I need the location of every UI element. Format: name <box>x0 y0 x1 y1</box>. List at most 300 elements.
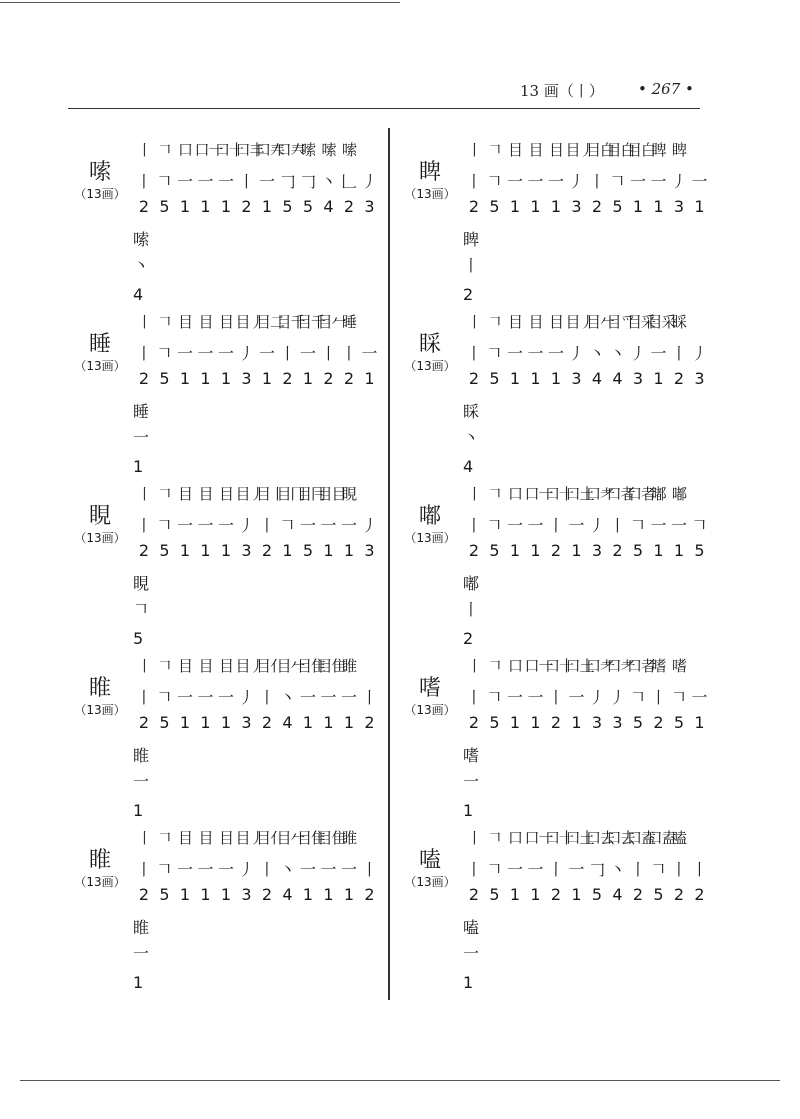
stroke-cell: 𠃌 <box>588 860 605 879</box>
stroke-progress-cell: 口一 <box>524 829 553 847</box>
continued-code: 5 <box>133 629 144 648</box>
stroke-cell: 一 <box>527 172 544 191</box>
stroke-progress-cell: 口丰 <box>235 141 264 159</box>
stroke-progress-cell: 睡 <box>341 313 356 331</box>
stroke-progress-cell: 嘟 <box>651 485 666 503</box>
stroke-cell: 一 <box>320 688 337 707</box>
stroke-cell: 一 <box>299 688 316 707</box>
stroke-code-cell: 1 <box>530 541 541 560</box>
continued-code: 2 <box>463 285 474 304</box>
stroke-cell: 丿 <box>588 516 605 535</box>
stroke-count-label: （13画） <box>404 359 456 373</box>
stroke-progress-cell: 嘟 <box>671 485 686 503</box>
stroke-cell: 𠃍 <box>156 344 173 363</box>
head-character: 嗑 <box>418 848 441 873</box>
stroke-cell: 丨 <box>465 860 482 879</box>
stroke-progress-cell: 丨 <box>136 141 151 159</box>
continued-character: 嗜 <box>463 746 480 765</box>
stroke-cell: 一 <box>506 344 523 363</box>
stroke-cell: 一 <box>361 344 378 363</box>
stroke-progress-cell: 目 <box>198 657 213 675</box>
stroke-progress-cell: 目二 <box>256 313 285 331</box>
stroke-progress-cell: 嗦 <box>341 141 356 159</box>
stroke-code-cell: 1 <box>632 197 644 216</box>
stroke-cell: 一 <box>176 860 193 879</box>
character-entry <box>74 479 378 649</box>
stroke-cell: 一 <box>258 344 275 363</box>
stroke-code-cell: 3 <box>612 713 623 732</box>
head-character: 睡 <box>88 332 111 357</box>
stroke-progress-cell: 丨 <box>136 485 151 503</box>
stroke-code-cell: 5 <box>673 713 685 732</box>
stroke-sequence-row <box>463 685 723 707</box>
stroke-cell: 一 <box>217 516 234 535</box>
stroke-progress-cell: 口耂 <box>586 657 615 675</box>
stroke-sequence-row <box>133 513 393 535</box>
stroke-cell: 一 <box>217 860 234 879</box>
stroke-cell: 丨 <box>588 172 605 191</box>
stroke-progress-cell: 口 <box>177 141 192 159</box>
stroke-sequence-row <box>133 169 393 191</box>
stroke-cell: 一 <box>217 688 234 707</box>
stroke-cell: 𠃍 <box>156 688 173 707</box>
continued-code: 1 <box>133 457 144 476</box>
stroke-code-cell: 5 <box>302 197 314 216</box>
stroke-progress-cell: 口耂 <box>606 657 635 675</box>
stroke-code-cell: 1 <box>323 885 334 904</box>
stroke-progress-cell: 目白 <box>606 141 635 159</box>
stroke-code-row <box>133 541 393 563</box>
stroke-code-cell: 2 <box>694 885 705 904</box>
stroke-code-cell: 1 <box>550 197 562 216</box>
stroke-progress-cell: 目亻 <box>256 657 285 675</box>
stroke-code-cell: 1 <box>200 197 211 216</box>
continued-stroke: 𠃍 <box>133 600 150 619</box>
stroke-code-cell: 1 <box>179 885 191 904</box>
stroke-cell: 丿 <box>238 860 255 879</box>
stroke-cell: 一 <box>197 172 214 191</box>
stroke-cell: 丶 <box>320 172 337 191</box>
stroke-code-cell: 2 <box>673 369 685 388</box>
stroke-code-cell: 2 <box>550 885 562 904</box>
stroke-code-row <box>463 885 723 907</box>
stroke-code-row <box>133 885 393 907</box>
stroke-progress-cell: 目 <box>548 141 563 159</box>
stroke-cell: 一 <box>197 860 214 879</box>
stroke-code-cell: 5 <box>653 885 664 904</box>
stroke-code-row <box>463 713 723 735</box>
stroke-progress-cell: 口 <box>507 485 522 503</box>
stroke-cell: 丨 <box>547 860 564 879</box>
stroke-progress-cell: 目 <box>218 313 233 331</box>
stroke-progress-cell: 口𡗗 <box>256 141 285 159</box>
stroke-code-cell: 1 <box>530 197 541 216</box>
continued-character: 嗑 <box>463 918 480 937</box>
continued-character: 睡 <box>133 402 150 421</box>
stroke-progress-cell: 目 <box>218 485 233 503</box>
stroke-code-cell: 4 <box>282 885 293 904</box>
stroke-cell: 一 <box>176 688 193 707</box>
stroke-code-cell: 1 <box>653 197 664 216</box>
stroke-code-cell: 1 <box>200 885 211 904</box>
stroke-cell: 一 <box>299 860 316 879</box>
stroke-progress-cell: 目 <box>198 829 213 847</box>
stroke-sequence-row <box>463 341 723 363</box>
stroke-progress-cell: 目丿 <box>235 657 264 675</box>
stroke-count-label: （13画） <box>404 875 456 889</box>
stroke-code-cell: 2 <box>550 713 562 732</box>
character-entry <box>74 651 378 821</box>
stroke-cell: 丨 <box>691 860 708 879</box>
stroke-cell: 一 <box>340 688 357 707</box>
stroke-code-cell: 3 <box>241 369 252 388</box>
stroke-cell: 一 <box>527 860 544 879</box>
stroke-progress-cell: 目丿 <box>235 829 264 847</box>
stroke-count-label: （13画） <box>74 875 126 889</box>
continued-code: 1 <box>463 973 474 992</box>
stroke-progression-row <box>133 311 393 333</box>
stroke-progress-cell: 口𡗗 <box>276 141 305 159</box>
stroke-cell: 𠃍 <box>156 516 173 535</box>
stroke-progression-row <box>133 655 393 677</box>
stroke-progress-cell: 目隹 <box>297 829 326 847</box>
stroke-progress-cell: 目丿 <box>565 313 594 331</box>
stroke-progress-cell: 目冃 <box>297 485 326 503</box>
stroke-cell: 𠃍 <box>486 516 503 535</box>
stroke-code-cell: 5 <box>159 197 170 216</box>
stroke-cell: 一 <box>217 344 234 363</box>
character-entry <box>74 135 378 305</box>
stroke-code-cell: 1 <box>509 885 521 904</box>
stroke-code-cell: 2 <box>468 541 480 560</box>
stroke-progress-cell: 目隹 <box>317 657 346 675</box>
stroke-code-cell: 1 <box>179 197 191 216</box>
stroke-code-cell: 1 <box>302 885 314 904</box>
stroke-progress-cell: 目 <box>177 657 192 675</box>
stroke-progress-cell: 口盍 <box>627 829 656 847</box>
stroke-code-cell: 5 <box>591 885 603 904</box>
stroke-cell: 一 <box>568 516 585 535</box>
stroke-code-cell: 3 <box>632 369 644 388</box>
stroke-code-cell: 2 <box>612 541 623 560</box>
stroke-code-cell: 1 <box>530 885 541 904</box>
stroke-code-cell: 3 <box>241 713 252 732</box>
stroke-progress-cell: 口去 <box>586 829 615 847</box>
continued-code: 1 <box>133 801 144 820</box>
continued-character: 睢 <box>133 746 150 765</box>
stroke-cell: 丨 <box>258 516 275 535</box>
stroke-code-cell: 1 <box>302 713 314 732</box>
head-character: 睢 <box>88 676 111 701</box>
stroke-cell: 丨 <box>465 516 482 535</box>
stroke-cell: 丨 <box>670 344 687 363</box>
stroke-progression-row <box>463 311 723 333</box>
stroke-progress-cell: 嗜 <box>651 657 666 675</box>
stroke-cell: 丨 <box>135 860 152 879</box>
stroke-cell: 丨 <box>361 860 378 879</box>
stroke-sequence-row <box>463 857 723 879</box>
stroke-cell: 丿 <box>238 688 255 707</box>
stroke-progression-row <box>133 139 393 161</box>
stroke-cell: 一 <box>670 516 687 535</box>
stroke-cell: 一 <box>340 860 357 879</box>
stroke-progress-cell: 口耂 <box>586 485 615 503</box>
stroke-code-cell: 1 <box>653 369 664 388</box>
stroke-code-cell: 2 <box>261 541 273 560</box>
stroke-code-cell: 3 <box>673 197 685 216</box>
stroke-progress-cell: 睢 <box>341 657 356 675</box>
stroke-code-cell: 1 <box>364 369 375 388</box>
stroke-progress-cell: 目千 <box>297 313 326 331</box>
stroke-code-cell: 1 <box>550 369 562 388</box>
stroke-cell: 𠃍 <box>650 860 667 879</box>
head-character: 嘟 <box>418 504 441 529</box>
stroke-code-cell: 1 <box>323 713 334 732</box>
stroke-cell: 一 <box>527 516 544 535</box>
stroke-cell: 丿 <box>588 688 605 707</box>
stroke-code-cell: 1 <box>261 369 273 388</box>
stroke-code-cell: 5 <box>632 541 644 560</box>
stroke-progress-cell: 口盍 <box>647 829 676 847</box>
stroke-progress-cell: 口 <box>507 829 522 847</box>
stroke-cell: 丶 <box>609 344 626 363</box>
stroke-progress-cell: 睥 <box>671 141 686 159</box>
continued-stroke: 一 <box>133 772 150 791</box>
stroke-progress-cell: 丨 <box>466 829 481 847</box>
stroke-cell: 丿 <box>238 516 255 535</box>
stroke-progression-row <box>133 827 393 849</box>
stroke-code-cell: 1 <box>509 541 521 560</box>
head-character: 睍 <box>88 504 111 529</box>
stroke-code-cell: 2 <box>550 541 562 560</box>
stroke-code-cell: 3 <box>571 369 582 388</box>
stroke-progress-cell: 目 <box>548 313 563 331</box>
character-entry <box>74 823 378 993</box>
stroke-cell: 𠃍 <box>486 688 503 707</box>
stroke-progress-cell: 𠃍 <box>157 313 172 331</box>
stroke-code-cell: 4 <box>612 369 623 388</box>
section-title: 13 画（丨） <box>520 82 604 100</box>
stroke-count-label: （13画） <box>74 531 126 545</box>
stroke-count-label: （13画） <box>404 531 456 545</box>
stroke-progress-cell: 口十 <box>545 485 574 503</box>
stroke-cell: 一 <box>217 172 234 191</box>
stroke-cell: 丨 <box>320 344 337 363</box>
stroke-code-cell: 1 <box>179 369 191 388</box>
stroke-sequence-row <box>463 513 723 535</box>
stroke-count-label: （13画） <box>404 703 456 717</box>
stroke-progress-cell: 口者 <box>627 485 656 503</box>
stroke-code-cell: 1 <box>343 885 355 904</box>
stroke-cell: 丨 <box>670 860 687 879</box>
stroke-progression-row <box>463 827 723 849</box>
stroke-cell: 丨 <box>547 516 564 535</box>
stroke-cell: 丿 <box>361 516 378 535</box>
stroke-progress-cell: 目 <box>218 829 233 847</box>
stroke-progress-cell: 目千 <box>276 313 305 331</box>
stroke-sequence-row <box>133 857 393 879</box>
stroke-code-cell: 2 <box>364 713 375 732</box>
stroke-cell: 一 <box>506 516 523 535</box>
stroke-cell: 丨 <box>465 344 482 363</box>
continued-character: 嘟 <box>463 574 480 593</box>
stroke-code-cell: 1 <box>200 541 211 560</box>
stroke-code-cell: 1 <box>673 541 685 560</box>
top-scan-edge <box>0 2 400 3</box>
continued-stroke: 一 <box>463 944 480 963</box>
stroke-progress-cell: 目丨 <box>256 485 285 503</box>
stroke-code-row <box>133 369 393 391</box>
stroke-code-cell: 1 <box>220 197 232 216</box>
stroke-progress-cell: 嗦 <box>300 141 315 159</box>
stroke-cell: 一 <box>527 688 544 707</box>
stroke-code-cell: 1 <box>302 369 314 388</box>
stroke-code-cell: 2 <box>632 885 644 904</box>
stroke-code-cell: 2 <box>343 197 355 216</box>
stroke-code-cell: 1 <box>220 541 232 560</box>
stroke-cell: 一 <box>176 344 193 363</box>
continued-character: 睥 <box>463 230 480 249</box>
stroke-cell: 一 <box>197 688 214 707</box>
character-entry <box>404 135 708 305</box>
continued-code: 2 <box>463 629 474 648</box>
stroke-code-cell: 3 <box>241 541 252 560</box>
stroke-code-cell: 3 <box>571 197 582 216</box>
stroke-cell: 𠃍 <box>670 688 687 707</box>
stroke-progress-cell: 睍 <box>341 485 356 503</box>
stroke-progress-cell: 目 <box>528 313 543 331</box>
continued-stroke: 一 <box>133 944 150 963</box>
stroke-cell: 一 <box>527 344 544 363</box>
stroke-progress-cell: 目白 <box>627 141 656 159</box>
stroke-code-cell: 2 <box>591 197 603 216</box>
stroke-code-cell: 4 <box>591 369 603 388</box>
continued-stroke: 丨 <box>463 256 480 275</box>
stroke-cell: 丨 <box>258 860 275 879</box>
stroke-code-cell: 1 <box>220 885 232 904</box>
stroke-code-cell: 2 <box>673 885 685 904</box>
stroke-code-cell: 1 <box>694 197 705 216</box>
stroke-cell: 丨 <box>465 688 482 707</box>
stroke-cell: 丨 <box>135 688 152 707</box>
stroke-code-cell: 5 <box>489 369 500 388</box>
stroke-progress-cell: 目亻 <box>256 829 285 847</box>
stroke-code-row <box>133 197 393 219</box>
stroke-code-cell: 2 <box>468 197 480 216</box>
continued-code: 4 <box>463 457 474 476</box>
stroke-cell: 丨 <box>609 516 626 535</box>
stroke-cell: 一 <box>299 344 316 363</box>
stroke-cell: 丨 <box>465 172 482 191</box>
stroke-code-cell: 3 <box>694 369 705 388</box>
bottom-scan-edge <box>20 1080 780 1081</box>
stroke-cell: 丨 <box>547 688 564 707</box>
stroke-progress-cell: 口者 <box>606 485 635 503</box>
stroke-progress-cell: 目采 <box>627 313 656 331</box>
stroke-code-cell: 5 <box>489 197 500 216</box>
stroke-progress-cell: 目𠂉 <box>317 313 346 331</box>
stroke-progress-cell: 口一 <box>524 657 553 675</box>
stroke-code-cell: 5 <box>489 713 500 732</box>
stroke-progress-cell: 丨 <box>136 829 151 847</box>
stroke-progress-cell: 目隹 <box>317 829 346 847</box>
stroke-code-cell: 1 <box>179 713 191 732</box>
stroke-cell: 丨 <box>650 688 667 707</box>
stroke-progress-cell: 目 <box>177 313 192 331</box>
stroke-progress-cell: 目𠂉 <box>276 657 305 675</box>
stroke-progress-cell: 嗦 <box>321 141 336 159</box>
stroke-progress-cell: 口十 <box>545 657 574 675</box>
stroke-progress-cell: 口十 <box>215 141 244 159</box>
stroke-cell: 𠃍 <box>629 688 646 707</box>
stroke-cell: 丶 <box>279 688 296 707</box>
stroke-cell: 丨 <box>629 860 646 879</box>
stroke-progress-cell: 睬 <box>671 313 686 331</box>
stroke-progress-cell: 目 <box>218 657 233 675</box>
stroke-code-cell: 2 <box>261 885 273 904</box>
stroke-progress-cell: 丨 <box>466 313 481 331</box>
stroke-progress-cell: 睢 <box>341 829 356 847</box>
stroke-cell: 丶 <box>279 860 296 879</box>
stroke-cell: 𠃍 <box>486 172 503 191</box>
stroke-cell: 丨 <box>340 344 357 363</box>
stroke-progress-cell: 丨 <box>466 485 481 503</box>
stroke-progress-cell: 口一 <box>524 485 553 503</box>
stroke-cell: 𠃍 <box>156 860 173 879</box>
stroke-cell: 一 <box>506 688 523 707</box>
stroke-cell: 一 <box>197 516 214 535</box>
stroke-count-label: （13画） <box>74 359 126 373</box>
stroke-code-cell: 2 <box>138 541 150 560</box>
stroke-code-cell: 1 <box>323 541 334 560</box>
stroke-cell: 𠃍 <box>609 172 626 191</box>
stroke-code-cell: 2 <box>138 713 150 732</box>
stroke-code-cell: 2 <box>138 885 150 904</box>
stroke-cell: 一 <box>176 172 193 191</box>
stroke-code-cell: 5 <box>489 541 500 560</box>
continued-code: 1 <box>133 973 144 992</box>
continued-character: 嗦 <box>133 230 150 249</box>
stroke-cell: 丨 <box>135 344 152 363</box>
stroke-progress-cell: 𠃍 <box>487 141 502 159</box>
stroke-code-cell: 2 <box>241 197 252 216</box>
stroke-code-cell: 1 <box>571 713 582 732</box>
stroke-code-cell: 5 <box>282 197 293 216</box>
stroke-code-cell: 1 <box>220 713 232 732</box>
stroke-progress-cell: 𠃍 <box>487 485 502 503</box>
stroke-cell: 丿 <box>629 344 646 363</box>
stroke-progression-row <box>463 483 723 505</box>
stroke-progress-cell: 丨 <box>136 313 151 331</box>
stroke-cell: 一 <box>547 344 564 363</box>
stroke-cell: 𠃍 <box>486 860 503 879</box>
stroke-cell: 𠃍 <box>156 172 173 191</box>
stroke-code-row <box>133 713 393 735</box>
stroke-cell: 丨 <box>238 172 255 191</box>
stroke-code-cell: 2 <box>282 369 293 388</box>
stroke-code-cell: 5 <box>632 713 644 732</box>
stroke-code-cell: 5 <box>159 369 170 388</box>
head-character: 睢 <box>88 848 111 873</box>
stroke-progress-cell: 目白 <box>586 141 615 159</box>
stroke-code-cell: 1 <box>343 541 355 560</box>
stroke-progress-cell: 𠃍 <box>157 657 172 675</box>
stroke-sequence-row <box>133 685 393 707</box>
stroke-count-label: （13画） <box>74 703 126 717</box>
stroke-code-cell: 3 <box>591 713 603 732</box>
stroke-progress-cell: 目 <box>507 141 522 159</box>
stroke-cell: 𠃍 <box>486 344 503 363</box>
